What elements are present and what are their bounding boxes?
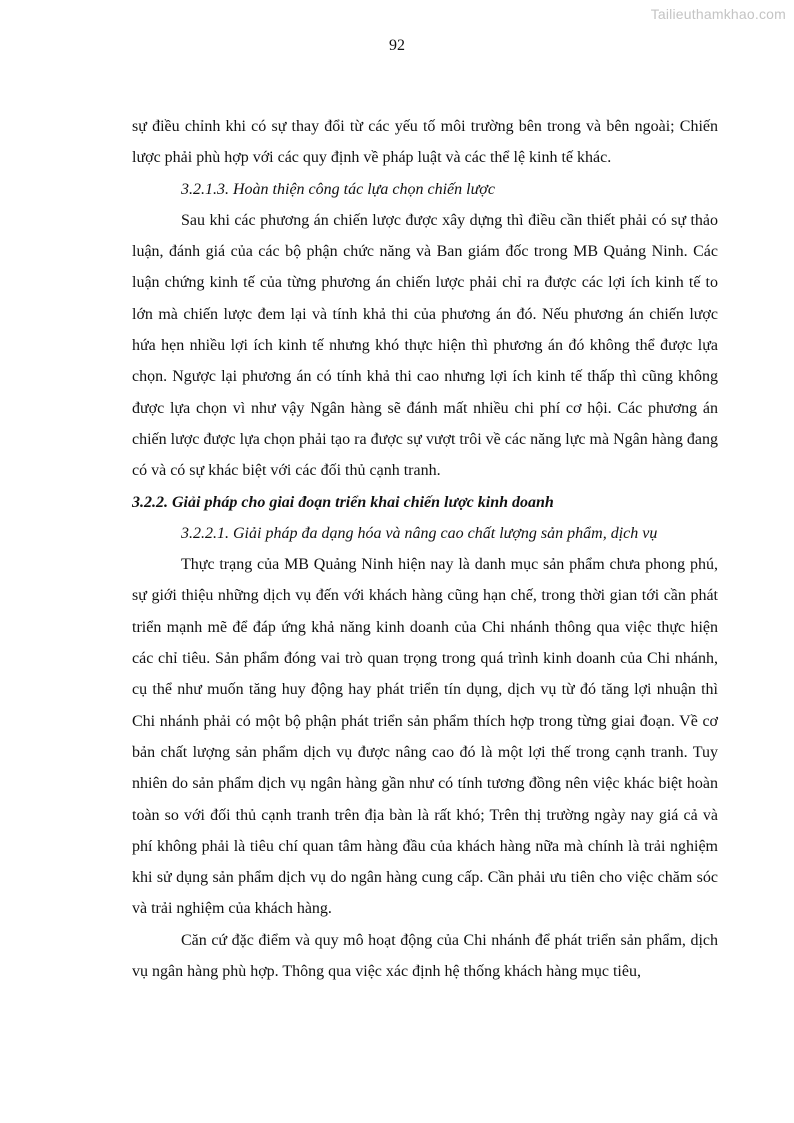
paragraph-branch-characteristics: Căn cứ đặc điểm và quy mô hoạt động của Chi nhánh để phát triển sản phẩm, dịch vụ ngân hàng phù hợp. Thông qua việc xác định hệ thống khách hàng mục tiêu, bbox=[132, 931, 718, 981]
paragraph-continuation: sự điều chỉnh khi có sự thay đổi từ các yếu tố môi trường bên trong và bên ngoài; Chiến lược phải phù hợp với các quy định về pháp luật và các thể lệ kinh tế khác. bbox=[132, 118, 718, 167]
section-heading-3-2-2: 3.2.2. Giải pháp cho giai đoạn triển khai chiến lược kinh doanh bbox=[132, 493, 554, 511]
subsection-heading-3-2-2-1: 3.2.2.1. Giải pháp đa dạng hóa và nâng cao chất lượng sản phẩm, dịch vụ bbox=[181, 524, 658, 542]
paragraph-strategy-selection: Sau khi các phương án chiến lược được xây dựng thì điều cần thiết phải có sự thảo luận, đánh giá của các bộ phận chức năng và Ban giám đốc trong MB Quảng Ninh. Các luận chứng kinh tế của từng phương án chiến lược phải chỉ ra được các lợi ích kinh tế to lớn mà chiến lược đem lại và tính khả thi của phương án đó. Nếu phương án chiến lược hứa hẹn nhiều lợi ích kinh tế nhưng khó thực hiện thì phương án đó không thể được lựa chọn. Ngược lại phương án có tính khả thi cao nhưng lợi ích kinh tế thấp thì cũng không được lựa chọn vì như vậy Ngân hàng sẽ đánh mất nhiều chi phí cơ hội. Các phương án chiến lược được lựa chọn phải tạo ra được sự vượt trôi về các năng lực mà Ngân hàng đang có và có sự khác biệt với các đối thủ cạnh tranh. bbox=[132, 211, 718, 480]
page-number: 92 bbox=[389, 37, 405, 54]
page-body bbox=[132, 111, 718, 987]
subsection-heading-3-2-1-3: 3.2.1.3. Hoàn thiện công tác lựa chọn chiến lược bbox=[181, 180, 495, 198]
watermark: Tailieuthamkhao.com bbox=[650, 6, 786, 22]
paragraph-product-diversification: Thực trạng của MB Quảng Ninh hiện nay là danh mục sản phẩm chưa phong phú, sự giới thiệu những dịch vụ đến với khách hàng cũng hạn chế, trong thời gian tới cần phát triển mạnh mẽ để đáp ứng khả năng kinh doanh của Chi nhánh thông qua việc thực hiện các chỉ tiêu. Sản phẩm đóng vai trò quan trọng trong quá trình kinh doanh của Chi nhánh, cụ thể như muốn tăng huy động hay phát triển tín dụng, dịch vụ từ đó tăng lợi nhuận thì Chi nhánh phải có một bộ phận phát triển sản phẩm thích hợp trong từng giai đoạn. Về cơ bản chất lượng sản phẩm dịch vụ được nâng cao đó là một lợi thế trong cạnh tranh. Tuy nhiên do sản phẩm dịch vụ ngân hàng gần như có tính tương đồng nên việc khác biệt hoàn toàn so với đối thủ cạnh tranh trên địa bàn là rất khó; Trên thị trường ngày nay giá cả và phí không phải là tiêu chí quan tâm hàng đầu của khách hàng nữa mà chính là trải nghiệm khi sử dụng sản phẩm dịch vụ do ngân hàng cung cấp. Cần phải ưu tiên cho việc chăm sóc và trải nghiệm của khách hàng. bbox=[132, 556, 718, 918]
